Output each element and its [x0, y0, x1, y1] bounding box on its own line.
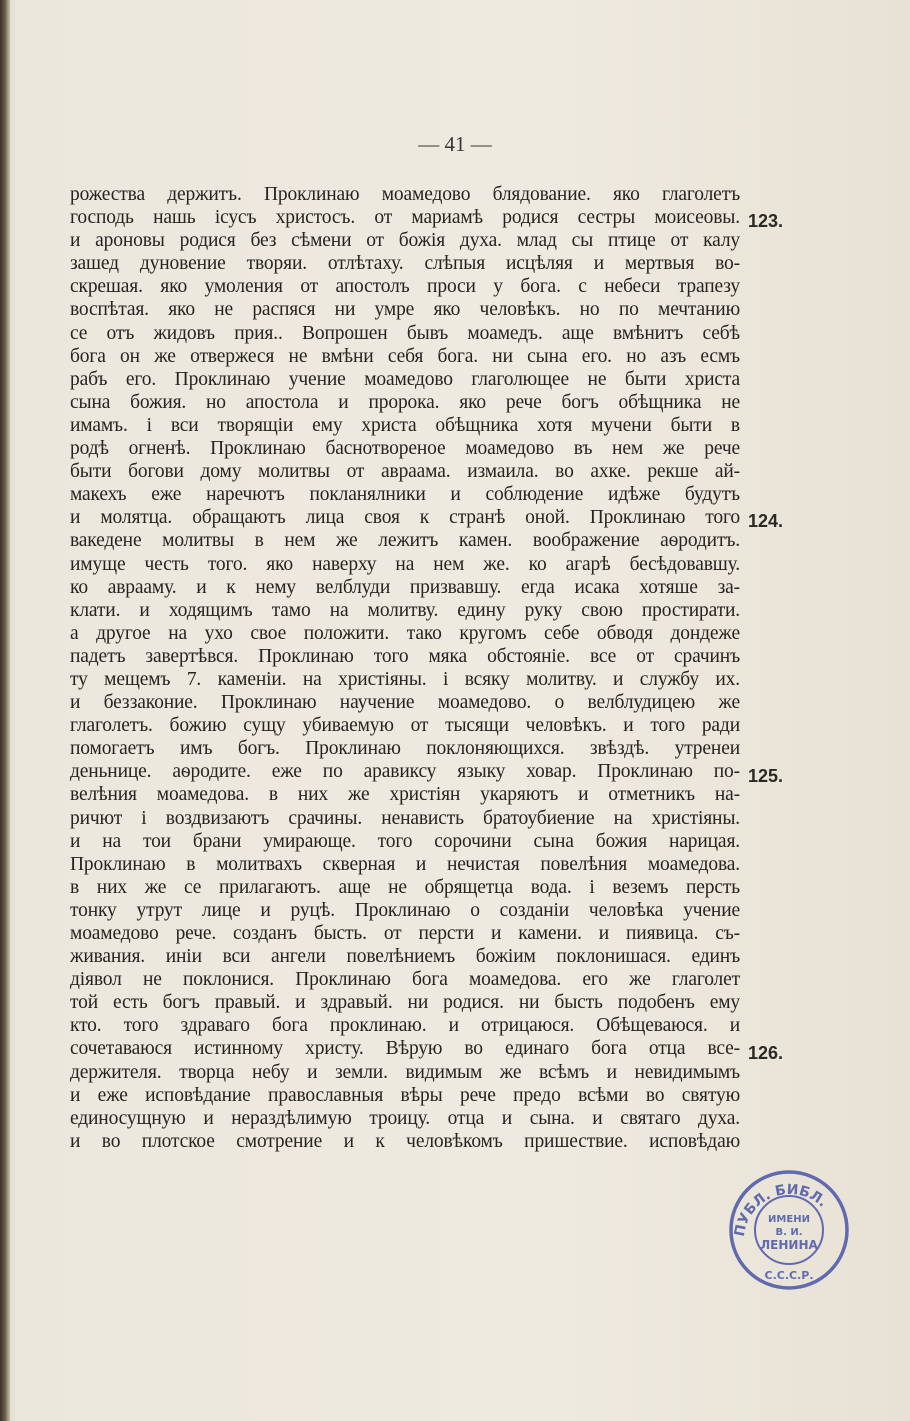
text-line: господь нашь iсусъ христосъ. от мариамѣ родися сестры моисеовы.	[70, 207, 740, 229]
text-line: моамедово рече. созданъ бысть. от персти и камени. и пиявица. съ-	[70, 923, 740, 944]
text-line: быти богови дому молитвы от авраама. измаила. во ахке. рекше ай-	[70, 461, 740, 483]
text-line: зашед дуновение творяи. отлѣтаху. слѣпыя исцѣляя и мертвыя во-	[70, 253, 740, 275]
margin-note: 126.	[748, 1042, 784, 1063]
text-line: клати. и ходящимъ тамо на молитву. едину руку свою простирати.	[70, 599, 740, 621]
text-line: падетъ завертѣвся. Проклинаю того мяка обстоянiе. все от срачинъ	[70, 645, 740, 667]
margin-note: 124.	[748, 511, 784, 532]
body-text	[70, 183, 740, 1153]
text-line: и беззаконие. Проклинаю научение моамедово. о велблудицею же	[70, 692, 740, 714]
text-line: живания. инiи вси ангели повелѣниемъ божiим поклонишася. единъ	[70, 946, 740, 968]
page-number: — 41 —	[418, 132, 492, 156]
text-line: ту мещемъ 7. каменiи. на христiяны. i всяку молитву. и службу их.	[70, 668, 740, 690]
text-line: велѣния моамедова. в них же христiян укаряютъ и отметникъ на-	[70, 784, 740, 806]
text-line: и еже исповѣдание православныя вѣры рече предо всѣми во святую	[70, 1084, 740, 1106]
text-line: той есть богъ правый. и здравый. ни родися. ни бысть подобенъ ему	[70, 992, 740, 1014]
text-line: в них же се прилагаютъ. аще не обрящетца вода. i веземъ персть	[70, 876, 740, 898]
library-stamp	[726, 1167, 852, 1293]
text-line: и во плотское смотрение и к человѣкомъ пришествие. исповѣдаю	[70, 1130, 740, 1152]
text-line: рабъ его. Проклинаю учение моамедово глаголющее не быти христа	[70, 368, 740, 390]
text-line: сочетаваюся истинному христу. Вѣрую во единаго бога отца все-	[70, 1038, 740, 1060]
text-line: и молятца. обращаютъ лица своя к странѣ оной. Проклинаю того	[70, 507, 740, 529]
text-line: и на тои брани умирающе. того сорочини сына божия нарицая.	[70, 830, 740, 852]
margin-note: 125.	[748, 765, 784, 786]
text-line: помогаетъ имъ богъ. Проклинаю поклоняющихся. звѣздѣ. утренеи	[70, 738, 740, 760]
text-line: единосущную и нераздѣлимую троицу. отца и сына. и святаго духа.	[70, 1107, 740, 1129]
stamp-outer-text: ПУБЛ. БИБЛ.	[731, 1181, 831, 1238]
text-line: се отъ жидовъ прия.. Вопрошен бывъ моамедъ. аще вмѣнитъ себѣ	[70, 322, 740, 344]
text-line: деньнице. аѳродите. еже по аравиксу языку ховар. Проклинаю по-	[70, 761, 740, 783]
text-line: бога он же отвержеся не вмѣни себя бога. ни сына его. но азъ есмъ	[70, 345, 740, 367]
text-line: родѣ огненѣ. Проклинаю баснотвореное моамедово въ нем же рече	[70, 438, 740, 460]
text-line: воспѣтая. яко не распяся ни умре яко человѣкъ. но по мечтанию	[70, 299, 740, 321]
stamp-inner-line3: ЛЕНИНА	[760, 1238, 818, 1252]
text-line: дiявол не поклонися. Проклинаю бога моамедова. его же глаголет	[70, 969, 740, 991]
stamp-inner-line1: ИМЕНИ	[768, 1214, 810, 1225]
text-line: скрешая. яко умоления от апостолъ проси у бога. с небеси трапезу	[70, 276, 740, 298]
text-line: кто. того здраваго бога проклинаю. и отрицаюся. Обѣщеваюся. и	[70, 1015, 740, 1037]
text-line: а другое на ухо свое положити. тако кругомъ себе обводя дондеже	[70, 622, 740, 644]
text-line: макехъ еже наречютъ покланялники и соблюдение идѣже будутъ	[70, 484, 740, 506]
text-line: вакедене молитвы в нем же лежитъ камен. воображение аѳродитъ.	[70, 530, 740, 552]
text-line: имуще честь того. яко наверху на нем же. ко агарѣ бесѣдовавшу.	[70, 553, 740, 575]
text-line: рожества держитъ. Проклинаю моамедово блядование. яко глаголетъ	[70, 184, 740, 205]
stamp-inner-line2: В. И.	[775, 1227, 803, 1238]
text-line: и ароновы родися без сѣмени от божiя духа. млад сы птице от калу	[70, 230, 740, 252]
book-binding-edge	[0, 0, 10, 1421]
text-line: Проклинаю в молитвахъ скверная и нечистая повелѣния моамедова.	[70, 853, 740, 875]
stamp-bottom-text: С.С.С.Р.	[764, 1269, 814, 1282]
text-line: глаголетъ. божию сущу убиваемую от тысящи человѣкъ. и того ради	[70, 715, 740, 737]
text-line: ричют i воздвизаютъ срачины. ненависть братоубиение на христiяны.	[70, 807, 740, 829]
text-line: сына божия. но апостола и пророка. яко рече богъ обѣщника не	[70, 391, 740, 413]
text-line: имамъ. i вси творящiи ему христа обѣщника хотя мучени быти в	[70, 414, 740, 436]
text-line: ко аврааму. и к нему велблуди призвавшу. егда исака хотяше за-	[70, 576, 740, 598]
text-line: держителя. творца небу и земли. видимым же всѣмъ и невидимымъ	[70, 1061, 740, 1083]
margin-note: 123.	[748, 211, 784, 232]
text-line: тонку утрут лице и руцѣ. Проклинаю о созданiи человѣка учение	[70, 899, 740, 921]
